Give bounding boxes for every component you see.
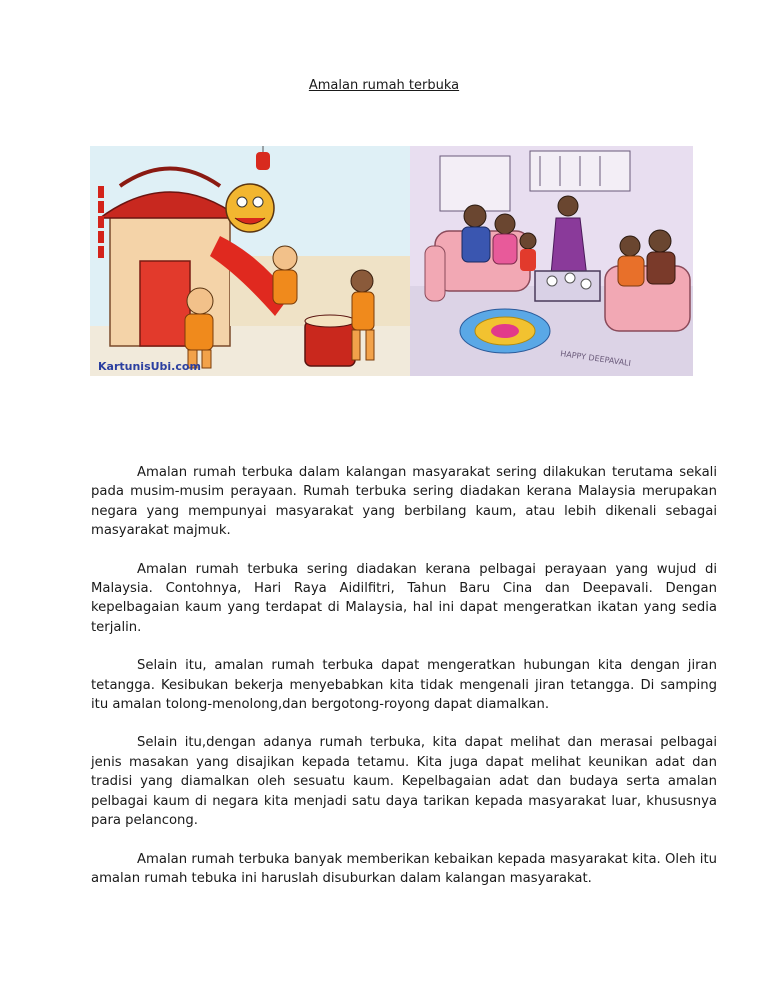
- paragraph-5: Amalan rumah terbuka banyak memberikan kebaikan kepada masyarakat kita. Oleh itu amalan rumah tebuka ini haruslah disuburkan dalam kalangan masyarakat.: [91, 851, 717, 886]
- paragraph-4: Selain itu,dengan adanya rumah terbuka, kita dapat melihat dan merasai pelbagai jenis masakan yang disajikan kepada tetamu. Kita juga dapat melihat keunikan adat dan tradisi yang diamalkan oleh sesuatu kaum. Kepelbagaian adat dan budaya serta amalan pelbagai kaum di negara kita menjadi satu daya tarikan kepada masyarakat luar, khususnya para pelancong.: [91, 735, 717, 829]
- deepavali-panel: [410, 146, 693, 376]
- rangoli-text: HAPPY DEEPAVALI: [559, 349, 632, 368]
- paragraph-2: Amalan rumah terbuka sering diadakan kerana pelbagai perayaan yang wujud di Malaysia. Contohnya, Hari Raya Aidilfitri, Tahun Baru Cina dan Deepavali. Dengan kepelbagaian kaum yang terdapat di Malaysia, hal ini dapat mengeratkan ikatan yang sedia terjalin.: [91, 561, 717, 635]
- lion-dance-panel: [90, 146, 410, 376]
- article-body: [91, 463, 717, 907]
- illustration-logo: KartunisUbi.com: [98, 360, 201, 373]
- festival-illustration-icon: [90, 146, 693, 376]
- paragraph-3: Selain itu, amalan rumah terbuka dapat mengeratkan hubungan kita dengan jiran tetangga. Kesibukan bekerja menyebabkan kita tidak mengenali jiran tetangga. Di samping itu amalan tolong-menolong,dan bergotong-royong dapat diamalkan.: [91, 658, 717, 713]
- page-title: Amalan rumah terbuka: [308, 78, 460, 93]
- paragraph-1: Amalan rumah terbuka dalam kalangan masyarakat sering dilakukan terutama sekali pada musim-musim perayaan. Rumah terbuka sering diadakan kerana Malaysia merupakan negara yang mempunyai masyarakat yang berbilang kaum, atau lebih dikenali sebagai masyarakat majmuk.: [91, 465, 717, 539]
- festival-illustration: [90, 146, 693, 376]
